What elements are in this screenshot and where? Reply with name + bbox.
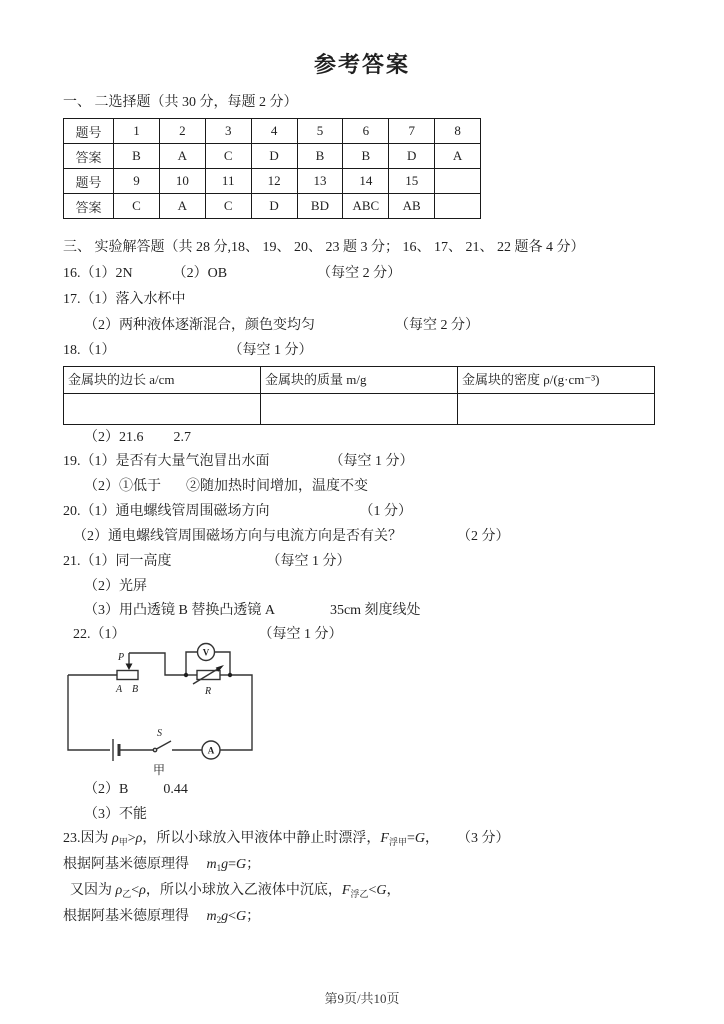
resistor-label: R <box>205 686 212 697</box>
switch-pivot <box>153 748 156 751</box>
answer-text: 23.因为 <box>63 831 112 846</box>
subscript: 浮甲 <box>388 837 407 847</box>
metal-block-table <box>63 366 655 425</box>
table-cell: 4 <box>251 119 297 144</box>
table-cell: B <box>343 144 389 169</box>
score-note: （每空 1 分） <box>329 454 414 469</box>
variable-g: G <box>376 883 387 898</box>
answer-line-17-2 <box>84 317 479 335</box>
table-cell: 5 <box>297 119 343 144</box>
figure-caption: 甲 <box>153 763 166 777</box>
answer-text: 21.（1）同一高度 <box>63 554 172 569</box>
table-cell: A <box>159 144 205 169</box>
answer-text: ， <box>425 831 439 846</box>
answer-text: 2.7 <box>173 430 191 445</box>
variable-rho: ρ <box>139 883 146 898</box>
variable-f: F <box>380 831 389 846</box>
table-cell: 13 <box>297 169 343 194</box>
table-cell: 9 <box>114 169 160 194</box>
table-row <box>64 119 481 144</box>
answer-text: （3）不能 <box>84 807 147 822</box>
table-cell: 答案 <box>64 144 114 169</box>
table-cell: 11 <box>205 169 251 194</box>
wire <box>68 675 110 750</box>
subscript: 浮乙 <box>350 889 369 899</box>
variable-m: m <box>206 857 217 872</box>
answer-text: （2）光屏 <box>84 579 147 594</box>
page-footer: 第9页/共10页 <box>324 991 400 1006</box>
circuit-diagram <box>58 640 262 782</box>
answer-text: 根据阿基米德原理得 <box>63 857 207 872</box>
ammeter-icon: A <box>207 745 215 756</box>
answer-text: < <box>368 883 377 898</box>
answer-text: ； <box>246 909 261 924</box>
variable-m: m <box>206 909 217 924</box>
slider-label: P <box>118 652 125 663</box>
answer-text: 18.（1） <box>63 343 116 358</box>
table-cell <box>435 169 481 194</box>
table-row <box>64 169 481 194</box>
answer-line-19-1 <box>63 453 414 471</box>
answer-line-17-1 <box>63 291 186 309</box>
score-note: （2 分） <box>457 529 510 544</box>
answer-text: = <box>228 857 237 872</box>
answer-line-18-2 <box>84 429 191 447</box>
wire <box>220 675 252 750</box>
answer-line-23-3 <box>70 882 401 903</box>
table-cell <box>435 194 481 219</box>
table-cell: D <box>389 144 435 169</box>
variable-rho: ρ <box>115 883 123 898</box>
table-cell <box>458 394 655 425</box>
table-cell: 2 <box>159 119 205 144</box>
switch-label: S <box>157 728 162 739</box>
table-cell: B <box>297 144 343 169</box>
answer-text: 16.（1）2N <box>63 266 133 281</box>
table-cell: C <box>205 194 251 219</box>
score-note: （每空 1 分） <box>235 343 313 358</box>
table-cell: 10 <box>159 169 205 194</box>
table-row <box>64 367 655 394</box>
answer-text: < <box>228 909 237 924</box>
table-cell: A <box>435 144 481 169</box>
answer-text: > <box>127 831 136 846</box>
voltmeter-icon: V <box>202 647 210 658</box>
answer-line-20-1 <box>63 503 412 521</box>
page-title: 参考答案 <box>313 52 410 77</box>
table-cell: 金属块的密度 ρ/(g·cm⁻³) <box>458 367 655 394</box>
answer-text: （2）通电螺线管周围磁场方向与电流方向是否有关？ <box>73 529 402 544</box>
wire <box>215 652 231 675</box>
table-cell: C <box>114 194 160 219</box>
table-cell: 题号 <box>64 119 114 144</box>
section-heading-choice: 一、 二选择题（共 30 分，每题 2 分） <box>63 95 298 110</box>
table-cell: 3 <box>205 119 251 144</box>
answer-line-18-1 <box>63 342 313 360</box>
answer-text: （2）两种液体逐渐混合，颜色变均匀 <box>84 318 315 333</box>
table-cell: D <box>251 144 297 169</box>
answer-text: （2）OB <box>172 266 228 281</box>
answer-text: 22.（1） <box>73 627 126 642</box>
variable-g: G <box>236 909 247 924</box>
table-cell: 15 <box>389 169 435 194</box>
variable-rho: ρ <box>135 831 143 846</box>
choice-answer-table <box>63 118 481 219</box>
answer-text: = <box>406 831 415 846</box>
answer-line-23-1 <box>63 830 510 851</box>
variable-g: G <box>414 831 425 846</box>
answer-line-21-2 <box>84 578 147 596</box>
subscript: 甲 <box>118 837 128 847</box>
answer-text: ，所以小球放入乙液体中沉底， <box>145 883 342 898</box>
variable-g: G <box>236 857 247 872</box>
table-cell: 答案 <box>64 194 114 219</box>
answer-text: 17.（1）落入水杯中 <box>63 292 186 307</box>
answer-text: 19.（1）是否有大量气泡冒出水面 <box>63 454 270 469</box>
answer-text: 0.44 <box>163 782 188 797</box>
junction-dot <box>228 673 232 677</box>
table-cell: B <box>114 144 160 169</box>
answer-line-22-3 <box>84 806 147 824</box>
answer-line-22-2 <box>84 781 188 799</box>
answer-text: 根据阿基米德原理得 <box>63 909 207 924</box>
table-cell: 12 <box>251 169 297 194</box>
slider-arrowhead <box>126 664 133 671</box>
answer-text: （2）21.6 <box>84 430 144 445</box>
answer-text: ， <box>386 883 401 898</box>
table-cell: 1 <box>114 119 160 144</box>
answer-line-21-3 <box>84 602 421 620</box>
subscript: 1 <box>216 863 222 873</box>
score-note: （1 分） <box>359 504 412 519</box>
table-row <box>64 194 481 219</box>
table-cell: 金属块的质量 m/g <box>261 367 458 394</box>
rheostat-body <box>117 671 138 680</box>
table-cell: 金属块的边长 a/cm <box>64 367 261 394</box>
subscript: 2 <box>216 915 222 925</box>
answer-line-21-1 <box>63 553 351 571</box>
table-cell: 14 <box>343 169 389 194</box>
answer-text: （2）B <box>84 782 129 797</box>
subscript: 乙 <box>122 889 132 899</box>
table-cell <box>261 394 458 425</box>
answer-text: （2）①低于 <box>84 479 161 494</box>
variable-g: g <box>221 857 229 872</box>
score-note: （每空 2 分） <box>317 266 402 281</box>
answer-text: （3）用凸透镜 B 替换凸透镜 A <box>84 603 275 618</box>
score-note: （每空 1 分） <box>265 627 343 642</box>
variable-rho: ρ <box>112 831 119 846</box>
junction-dot <box>184 673 188 677</box>
terminal-a-label: A <box>116 684 123 695</box>
terminal-b-label: B <box>132 684 139 695</box>
table-cell: 7 <box>389 119 435 144</box>
answer-text: ②随加热时间增加，温度不变 <box>186 479 368 494</box>
answer-text: ，所以小球放入甲液体中静止时漂浮， <box>142 831 381 846</box>
table-cell: D <box>251 194 297 219</box>
answer-line-23-2 <box>63 856 260 877</box>
answer-text: 又因为 <box>70 883 116 898</box>
variable-g: g <box>221 909 229 924</box>
wire <box>186 652 197 675</box>
table-cell: 8 <box>435 119 481 144</box>
table-cell: C <box>205 144 251 169</box>
table-cell: BD <box>297 194 343 219</box>
table-cell: ABC <box>343 194 389 219</box>
answer-text: ； <box>246 857 261 872</box>
answer-line-19-2 <box>84 478 368 496</box>
table-row <box>64 394 655 425</box>
score-note: （3 分） <box>464 831 510 846</box>
switch-lever <box>157 741 172 749</box>
answer-line-23-4 <box>63 908 260 929</box>
table-row <box>64 144 481 169</box>
answer-text: 35cm 刻度线处 <box>329 603 421 618</box>
answer-line-16 <box>63 265 401 283</box>
table-cell <box>64 394 261 425</box>
answer-line-20-2 <box>73 528 510 546</box>
score-note: （每空 2 分） <box>395 318 479 333</box>
answer-text: < <box>131 883 140 898</box>
section-heading-experiment: 三、 实验解答题（共 28 分,18、 19、 20、 23 题 3 分； 16、 17、 21、 22 题各 4 分） <box>63 240 585 255</box>
table-cell: 题号 <box>64 169 114 194</box>
table-cell: A <box>159 194 205 219</box>
variable-f: F <box>341 883 351 898</box>
table-cell: AB <box>389 194 435 219</box>
table-cell: 6 <box>343 119 389 144</box>
answer-text: 20.（1）通电螺线管周围磁场方向 <box>63 504 270 519</box>
score-note: （每空 1 分） <box>266 554 351 569</box>
